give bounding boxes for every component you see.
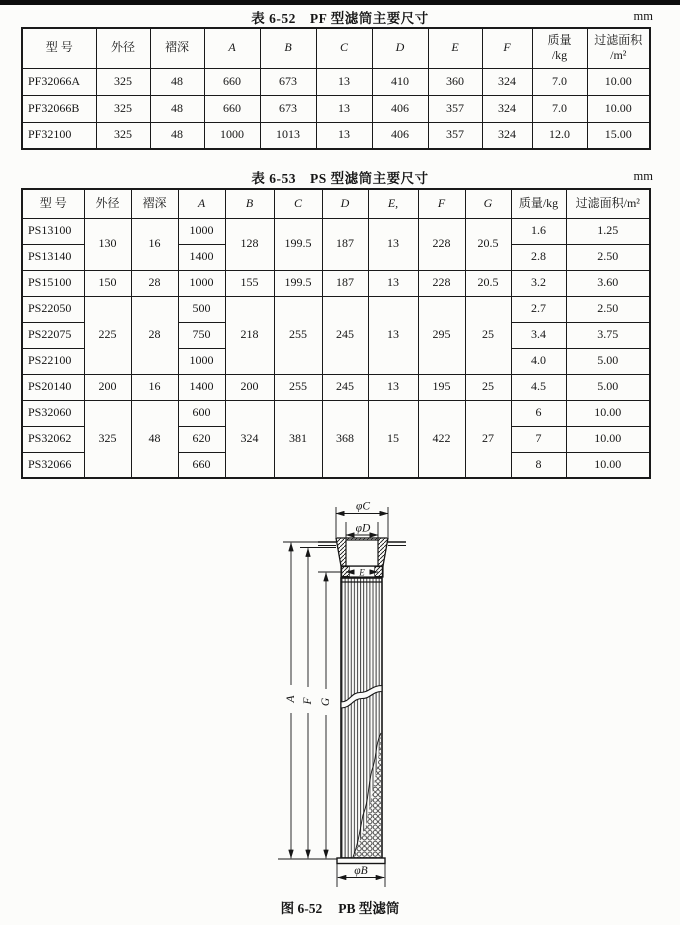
table-cell: 200 bbox=[84, 374, 131, 400]
col-header-mass: 质量/kg bbox=[511, 189, 566, 218]
table-cell: 15.00 bbox=[587, 122, 650, 149]
table1-title bbox=[0, 7, 680, 27]
col-header-F: F bbox=[418, 189, 465, 218]
table-cell: 48 bbox=[150, 68, 204, 95]
table-cell: 325 bbox=[96, 122, 150, 149]
table2-unit-label: mm bbox=[633, 169, 653, 183]
table-cell: 218 bbox=[225, 296, 274, 374]
table-cell: 3.60 bbox=[566, 270, 650, 296]
table-cell: 325 bbox=[96, 68, 150, 95]
table-row bbox=[22, 270, 650, 296]
table-cell: 15 bbox=[368, 400, 418, 478]
col-header-B: B bbox=[260, 28, 316, 68]
table-cell: PS32060 bbox=[22, 400, 84, 426]
table-cell: 324 bbox=[482, 68, 532, 95]
table-cell: 2.7 bbox=[511, 296, 566, 322]
table2-title bbox=[0, 167, 680, 187]
col-header-E: E, bbox=[368, 189, 418, 218]
table-cell: 357 bbox=[428, 122, 482, 149]
table-cell: PS22100 bbox=[22, 348, 84, 374]
bottom-plate bbox=[337, 858, 385, 864]
table-cell: PF32066A bbox=[22, 68, 96, 95]
figure-number: 图 6-52 bbox=[280, 901, 323, 916]
dim-phi-d bbox=[346, 522, 378, 540]
table-cell: 20.5 bbox=[465, 270, 511, 296]
table-cell: 199.5 bbox=[274, 270, 322, 296]
dim-label-phi-d: φD bbox=[355, 522, 371, 535]
table-cell: 422 bbox=[418, 400, 465, 478]
table-cell: 228 bbox=[418, 270, 465, 296]
table-cell: 1000 bbox=[178, 270, 225, 296]
table-cell: 10.00 bbox=[566, 400, 650, 426]
table-cell: 1013 bbox=[260, 122, 316, 149]
table-cell: 13 bbox=[316, 95, 372, 122]
table-cell: 199.5 bbox=[274, 218, 322, 270]
table-cell: PF32066B bbox=[22, 95, 96, 122]
table-cell: 2.8 bbox=[511, 244, 566, 270]
neck-section bbox=[341, 566, 383, 578]
col-header-C: C bbox=[274, 189, 322, 218]
table-cell: PS20140 bbox=[22, 374, 84, 400]
table-cell: 187 bbox=[322, 270, 368, 296]
table-row bbox=[22, 95, 650, 122]
table-cell: PS22075 bbox=[22, 322, 84, 348]
dim-a-f-g bbox=[278, 542, 341, 859]
table-cell: 360 bbox=[428, 68, 482, 95]
dim-label-f: F bbox=[302, 697, 314, 705]
table-row bbox=[22, 122, 650, 149]
top-cap bbox=[318, 538, 406, 566]
table-cell: 406 bbox=[372, 122, 428, 149]
dim-phi-b bbox=[337, 864, 385, 888]
col-header-D: D bbox=[372, 28, 428, 68]
table-cell: 3.75 bbox=[566, 322, 650, 348]
table-cell: 673 bbox=[260, 68, 316, 95]
table-cell: 13 bbox=[368, 296, 418, 374]
table-cell: 48 bbox=[131, 400, 178, 478]
table-row bbox=[22, 68, 650, 95]
table-cell: 8 bbox=[511, 452, 566, 478]
table-cell: 3.4 bbox=[511, 322, 566, 348]
table-cell: 228 bbox=[418, 218, 465, 270]
table-cell: 2.50 bbox=[566, 296, 650, 322]
table-row bbox=[22, 374, 650, 400]
table-cell: PS13140 bbox=[22, 244, 84, 270]
scan-edge-artifact bbox=[0, 0, 680, 5]
col-header-model: 型 号 bbox=[22, 28, 96, 68]
table-cell: PS32066 bbox=[22, 452, 84, 478]
pb-filter-drawing bbox=[0, 495, 680, 893]
table-cell: 324 bbox=[225, 400, 274, 478]
col-header-filter-area: 过滤面积 /m² bbox=[587, 28, 650, 68]
col-header-F: F bbox=[482, 28, 532, 68]
col-header-A: A bbox=[178, 189, 225, 218]
table-cell: 7.0 bbox=[532, 68, 587, 95]
table-cell: 13 bbox=[316, 68, 372, 95]
table2-caption: PS 型滤筒主要尺寸 bbox=[309, 171, 429, 186]
figure-caption-text: PB 型滤筒 bbox=[338, 901, 400, 916]
table-cell: 5.00 bbox=[566, 348, 650, 374]
table-row bbox=[22, 400, 650, 426]
table-cell: 673 bbox=[260, 95, 316, 122]
table-cell: 255 bbox=[274, 374, 322, 400]
table-cell: 150 bbox=[84, 270, 131, 296]
table-cell: 130 bbox=[84, 218, 131, 270]
table-cell: 48 bbox=[150, 95, 204, 122]
table-cell: 5.00 bbox=[566, 374, 650, 400]
dim-label-E: E bbox=[359, 567, 365, 578]
table-cell: 155 bbox=[225, 270, 274, 296]
table-cell: 660 bbox=[204, 68, 260, 95]
table-cell: 28 bbox=[131, 296, 178, 374]
table-cell: 28 bbox=[131, 270, 178, 296]
table-cell: 7 bbox=[511, 426, 566, 452]
col-header-C: C bbox=[316, 28, 372, 68]
table-cell: 255 bbox=[274, 296, 322, 374]
table-cell: 20.5 bbox=[465, 218, 511, 270]
table1-caption: PF 型滤筒主要尺寸 bbox=[309, 11, 429, 26]
table-cell: 1.25 bbox=[566, 218, 650, 244]
table-cell: 4.5 bbox=[511, 374, 566, 400]
table-cell: 10.00 bbox=[566, 452, 650, 478]
table-cell: 3.2 bbox=[511, 270, 566, 296]
table-cell: 325 bbox=[96, 95, 150, 122]
table-cell: 1.6 bbox=[511, 218, 566, 244]
table-cell: 1000 bbox=[204, 122, 260, 149]
table-cell: PS22050 bbox=[22, 296, 84, 322]
table-cell: 660 bbox=[178, 452, 225, 478]
table2-number: 表 6-53 bbox=[251, 171, 296, 186]
table-cell: 195 bbox=[418, 374, 465, 400]
table-cell: 16 bbox=[131, 218, 178, 270]
table-cell: 10.00 bbox=[566, 426, 650, 452]
table-cell: 324 bbox=[482, 122, 532, 149]
table-cell: 1400 bbox=[178, 244, 225, 270]
col-header-mass: 质量 /kg bbox=[532, 28, 587, 68]
table-cell: 368 bbox=[322, 400, 368, 478]
table-cell: 1000 bbox=[178, 348, 225, 374]
dim-label-phi-c: φC bbox=[355, 500, 371, 513]
col-header-D: D bbox=[322, 189, 368, 218]
table-cell: 600 bbox=[178, 400, 225, 426]
table-cell: 187 bbox=[322, 218, 368, 270]
figure-caption bbox=[0, 897, 680, 917]
table-cell: 200 bbox=[225, 374, 274, 400]
table-cell: 25 bbox=[465, 374, 511, 400]
table-cell: 660 bbox=[204, 95, 260, 122]
table-cell: 12.0 bbox=[532, 122, 587, 149]
col-header-filter-area: 过滤面积/m² bbox=[566, 189, 650, 218]
dim-label-phi-b: φB bbox=[354, 865, 368, 877]
col-header-B: B bbox=[225, 189, 274, 218]
table-cell: 381 bbox=[274, 400, 322, 478]
table-cell: 10.00 bbox=[587, 95, 650, 122]
col-header-G: G bbox=[465, 189, 511, 218]
table-cell: 500 bbox=[178, 296, 225, 322]
table-cell: 620 bbox=[178, 426, 225, 452]
table-cell: 7.0 bbox=[532, 95, 587, 122]
table-cell: 750 bbox=[178, 322, 225, 348]
table-cell: 410 bbox=[372, 68, 428, 95]
table1-unit-label: mm bbox=[633, 9, 653, 23]
table-cell: 225 bbox=[84, 296, 131, 374]
table-cell: 324 bbox=[482, 95, 532, 122]
table-cell: 16 bbox=[131, 374, 178, 400]
table-cell: 13 bbox=[368, 270, 418, 296]
table-cell: 25 bbox=[465, 296, 511, 374]
table-cell: 245 bbox=[322, 374, 368, 400]
pf-dimensions-table bbox=[21, 27, 651, 150]
table-cell: 27 bbox=[465, 400, 511, 478]
col-header-A: A bbox=[204, 28, 260, 68]
table-cell: PS13100 bbox=[22, 218, 84, 244]
table-cell: 10.00 bbox=[587, 68, 650, 95]
table-cell: 13 bbox=[316, 122, 372, 149]
table-cell: 1000 bbox=[178, 218, 225, 244]
table-cell: 1400 bbox=[178, 374, 225, 400]
col-header-outer-dia: 外径 bbox=[96, 28, 150, 68]
table-cell: 6 bbox=[511, 400, 566, 426]
table-cell: 406 bbox=[372, 95, 428, 122]
dim-label-g: G bbox=[320, 697, 332, 707]
table-cell: 4.0 bbox=[511, 348, 566, 374]
table-cell: 2.50 bbox=[566, 244, 650, 270]
col-header-model: 型 号 bbox=[22, 189, 84, 218]
col-header-E: E bbox=[428, 28, 482, 68]
table-cell: 13 bbox=[368, 218, 418, 270]
table-cell: 325 bbox=[84, 400, 131, 478]
table-cell: 295 bbox=[418, 296, 465, 374]
table-cell: 128 bbox=[225, 218, 274, 270]
dim-label-a: A bbox=[285, 695, 297, 703]
table-cell: PF32100 bbox=[22, 122, 96, 149]
table-row bbox=[22, 296, 650, 322]
table-row bbox=[22, 218, 650, 244]
col-header-pleat-depth: 褶深 bbox=[131, 189, 178, 218]
col-header-pleat-depth: 褶深 bbox=[150, 28, 204, 68]
table1-number: 表 6-52 bbox=[251, 11, 296, 26]
table-cell: 13 bbox=[368, 374, 418, 400]
table-cell: PS32062 bbox=[22, 426, 84, 452]
table-cell: 245 bbox=[322, 296, 368, 374]
table-cell: 48 bbox=[150, 122, 204, 149]
table-cell: PS15100 bbox=[22, 270, 84, 296]
col-header-outer-dia: 外径 bbox=[84, 189, 131, 218]
ps-dimensions-table bbox=[21, 188, 651, 479]
table-cell: 357 bbox=[428, 95, 482, 122]
